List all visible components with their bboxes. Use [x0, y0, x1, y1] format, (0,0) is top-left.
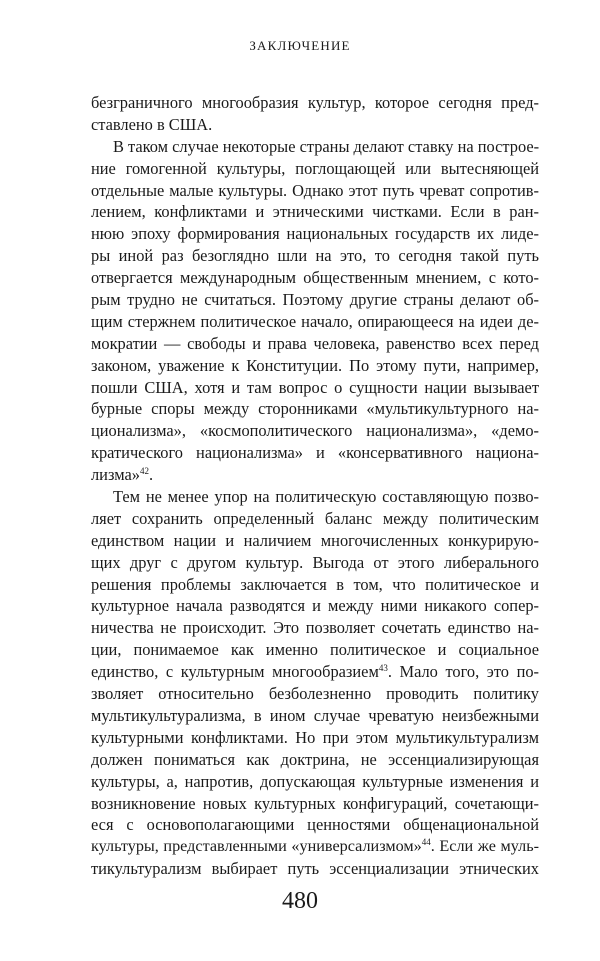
text-line: щим стержнем политическое начало, опирающееся на идеи де-: [91, 311, 539, 331]
page-number: 480: [282, 888, 318, 914]
text-line: мократии — свободы и права человека, равенство всех перед: [91, 333, 539, 353]
text-line: культурное начала разводятся и между ними никакого сопер-: [91, 596, 539, 616]
text-line: щих друг с другом культур. Выгода от этого либерального: [91, 552, 539, 572]
text-line: решения проблемы заключается в том, что политическое и: [91, 574, 539, 594]
text-line: рым трудно не считаться. Поэтому другие страны делают об-: [91, 290, 539, 310]
text-line: еся с основополагающими ценностями общенациональной: [91, 815, 539, 835]
text-line: безграничного многообразия культур, которое сегодня пред-: [91, 93, 539, 112]
text-line: ние гомогенной культуры, поглощающей или вытесняющей: [91, 158, 539, 178]
text-line: должен пониматься как доктрина, не эссенциализирующая: [91, 749, 539, 769]
text-line: возникновение новых культурных конфигураций, сочетающи-: [91, 793, 539, 813]
text-line: [91, 836, 539, 858]
text-line: [91, 661, 539, 683]
footnote-ref-43[interactable]: 43: [378, 663, 388, 674]
running-head: ЗАКЛЮЧЕНИЕ: [249, 38, 351, 53]
text-line: тикультурализм выбирает путь эссенциализации этнических: [91, 859, 539, 879]
text-segment: лизма»: [91, 465, 140, 485]
text-line: ляет сохранить определенный баланс между политическим: [91, 508, 539, 528]
text-segment: культуры, представленными «универсализмом»: [91, 837, 422, 856]
text-segment: единство, с культурным многообразием: [91, 662, 379, 682]
text-line: культурными конфликтами. Но при этом мультикультурализм: [91, 727, 539, 747]
text-line: лением, конфликтами и этническими чистками. Если в ран-: [91, 202, 539, 222]
text-line: нюю эпоху формирования национальных государств их лиде-: [91, 224, 539, 244]
footnote-ref-42[interactable]: 42: [139, 466, 149, 477]
text-line: бурные споры между сторонниками «мультикультурного на-: [91, 399, 539, 419]
text-line: ничества не происходит. Это позволяет сочетать единство на-: [91, 618, 539, 638]
text-line: пошли США, хотя и там вопрос о сущности нации вызывает: [91, 377, 539, 397]
text-line: зволяет относительно безболезненно проводить политику: [91, 684, 539, 704]
text-segment: . Мало того, это по-: [387, 662, 539, 682]
text-line: мультикультурализма, в ином случае чреватую неизбежными: [91, 705, 539, 725]
text-line: единством нации и наличием многочисленных конкурирую-: [91, 530, 539, 550]
text-line: кратического национализма» и «консервативного национа-: [91, 443, 539, 463]
text-line: законом, уважение к Конституции. По этому пути, например,: [91, 355, 539, 375]
text-line: лизма»$^{42}$.: [91, 465, 154, 485]
text-line: отдельные малые культуры. Однако этот путь чреват сопротив-: [91, 180, 539, 200]
body-text: [91, 92, 539, 880]
text-line: культуры, а, напротив, допускающая культурные изменения и: [91, 771, 539, 791]
paragraph-start-line: В таком случае некоторые страны делают ставку на построе-: [113, 136, 540, 156]
text-line: ции, понимаемое как именно политическое и социальное: [91, 640, 539, 660]
text-line: ры иной раз безоглядно шли на это, то сегодня такой путь: [91, 246, 539, 266]
paragraph-start-line: Тем не менее упор на политическую составляющую позво-: [113, 487, 539, 507]
text-line: отвергается международным общественным мнением, с кото-: [91, 268, 539, 288]
text-segment: . Если же муль-: [430, 837, 539, 856]
footnote-ref-44[interactable]: 44: [421, 837, 431, 848]
text-line: ставлено в США.: [91, 114, 213, 134]
text-line: ционализма», «космополитического национализма», «демо-: [91, 421, 539, 441]
